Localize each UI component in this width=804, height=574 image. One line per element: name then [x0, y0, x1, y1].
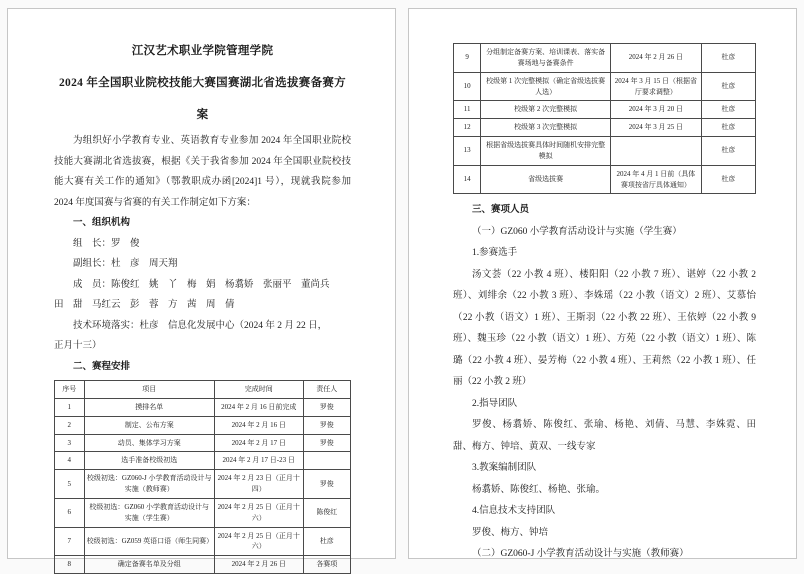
org-members-line-1: 成 员：陈俊红 姚 丫 梅 娟 杨翥娇 张丽平 董尚兵: [73, 279, 330, 290]
document-title-line-2: 2024 年全国职业院校技能大赛国赛湖北省选拔赛备赛方案: [59, 77, 346, 121]
item-1-heading: 1.参赛选手: [472, 248, 518, 259]
cell-task: 校级第 1 次完整模拟（确定省级选拔赛人选）: [481, 72, 611, 101]
cell-owner: 各赛项: [303, 556, 350, 574]
cell-no: 12: [454, 119, 481, 137]
header-cell-time: 完成时间: [214, 381, 303, 399]
page-1: [7, 8, 396, 569]
cell-no: 1: [55, 398, 85, 416]
cell-no: 5: [55, 470, 85, 499]
cell-owner: 杜彦: [701, 101, 755, 119]
table-row: [55, 452, 351, 470]
cell-no: 14: [454, 165, 481, 194]
cell-task: 分组制定备赛方案、培训课表、落实备赛场地与备赛条件: [481, 44, 611, 73]
table-row: [55, 398, 351, 416]
table-row: [454, 119, 756, 137]
cell-task: 省级选拔赛: [481, 165, 611, 194]
cell-owner: 杜彦: [701, 137, 755, 166]
cell-time: 2024 年 2 月 16 日: [214, 416, 303, 434]
org-deputy-line: 副组长：杜 彦 周天翔: [73, 259, 178, 269]
cell-task: 动员、集体学习方案: [84, 434, 214, 452]
cell-task: 校级初选：GZ059 英语口语（师生同赛）: [84, 527, 214, 556]
cell-no: 13: [454, 137, 481, 166]
section-2-heading: 二、赛程安排: [73, 361, 131, 372]
cell-no: 4: [55, 452, 85, 470]
table-row: [55, 527, 351, 556]
cell-time: 2024 年 2 月 26 日: [214, 556, 303, 574]
schedule-table-page-1: [54, 380, 351, 574]
cell-time: 2024 年 3 月 15 日（根据省厅要求调整）: [611, 72, 702, 101]
intro-paragraph: 为组织好小学教育专业、英语教育专业参加 2024 年全国职业院校技能大赛湖北省选拔赛，根据《关于我省参加 2024 年全国职业院校技能大赛有关工作的通知》（鄂教职成办函[2024]1 号），现就我院参加 2024 年度国赛与省赛的有关工作制定如下方案：: [54, 136, 351, 208]
cell-time: 2024 年 3 月 20 日: [611, 101, 702, 119]
section-1-heading: 一、组织机构: [73, 218, 131, 228]
subsection-2-heading: （二）GZ060-J 小学教育活动设计与实施（教师赛）: [472, 549, 689, 560]
page-2: [408, 8, 797, 559]
cell-no: 7: [55, 527, 85, 556]
cell-no: 11: [454, 101, 481, 119]
cell-owner: 杜彦: [701, 165, 755, 194]
header-cell-owner: 责任人: [303, 381, 350, 399]
cell-time: 2024 年 4 月 1 日前（具体赛项按省厅具体通知）: [611, 165, 702, 194]
cell-owner: 杜彦: [701, 119, 755, 137]
cell-no: 3: [55, 434, 85, 452]
table-row: [55, 556, 351, 574]
cell-time: 2024 年 2 月 23 日（正月十四）: [214, 470, 303, 499]
subsection-1-heading: （一）GZ060 小学教育活动设计与实施（学生赛）: [472, 226, 682, 237]
cell-owner: 罗俊: [303, 416, 350, 434]
section-3-heading: 三、赛项人员: [472, 205, 530, 216]
cell-task: 校级初选：GZ060-J 小学教育活动设计与实施（教师赛）: [84, 470, 214, 499]
cell-time: 2024 年 2 月 25 日（正月十六）: [214, 527, 303, 556]
table-row: [454, 72, 756, 101]
cell-task: 校级第 2 次完整模拟: [481, 101, 611, 119]
item-4-heading: 4.信息技术支持团队: [472, 506, 556, 517]
cell-owner: 杜彦: [303, 527, 350, 556]
cell-owner: 罗俊: [303, 398, 350, 416]
header-cell-task: 项目: [84, 381, 214, 399]
cell-time: [611, 137, 702, 166]
cell-time: 2024 年 3 月 25 日: [611, 119, 702, 137]
cell-no: 8: [55, 556, 85, 574]
schedule-table-page-2: [453, 43, 756, 194]
cell-time: 2024 年 2 月 17 日-23 日: [214, 452, 303, 470]
cell-task: 选手准备校级初选: [84, 452, 214, 470]
it-team-paragraph: 罗俊、梅方、钟培: [472, 527, 549, 538]
cell-time: 2024 年 2 月 26 日: [611, 44, 702, 73]
cell-task: 校级初选：GZ060 小学教育活动设计与实施（学生赛）: [84, 498, 214, 527]
cell-task: 确定备赛名单及分组: [84, 556, 214, 574]
table-row: [55, 498, 351, 527]
cell-time: 2024 年 2 月 16 日前完成: [214, 398, 303, 416]
cell-no: 6: [55, 498, 85, 527]
cell-task: 根据省级选拔赛具体时间随机安排完整模拟: [481, 137, 611, 166]
coach-team-paragraph: 罗俊、杨翥娇、陈俊红、张瑜、杨艳、刘倩、马慧、李姝霓、田甜、梅方、钟培、黄双、一线专家: [453, 420, 756, 452]
cell-no: 2: [55, 416, 85, 434]
cell-task: 摸排名单: [84, 398, 214, 416]
table-header-row: [55, 381, 351, 399]
cell-owner: 罗俊: [303, 434, 350, 452]
cell-owner: 陈俊红: [303, 498, 350, 527]
cell-task: 校级第 3 次完整模拟: [481, 119, 611, 137]
cell-time: 2024 年 2 月 17 日: [214, 434, 303, 452]
document-title-line-1: 江汉艺术职业学院管理学院: [131, 45, 274, 57]
table-row: [55, 416, 351, 434]
cell-owner: 杜彦: [701, 72, 755, 101]
cell-owner: 杜彦: [701, 44, 755, 73]
cell-no: 9: [454, 44, 481, 73]
header-cell-no: 序号: [55, 381, 85, 399]
lesson-team-paragraph: 杨翥娇、陈俊红、杨艳、张瑜。: [472, 484, 606, 495]
org-members-line-2: 田 甜 马红云 彭 蓉 方 茜 周 倩: [54, 300, 235, 310]
table-row: [454, 101, 756, 119]
table-row: [454, 137, 756, 166]
cell-time: 2024 年 2 月 25 日（正月十六）: [214, 498, 303, 527]
cell-owner: [303, 452, 350, 470]
table-row: [454, 165, 756, 194]
table-row: [55, 434, 351, 452]
contestants-paragraph: 汤文荟（22 小教 4 班）、楼阳阳（22 小教 7 班）、谌婷（22 小教 2 班）、刘绯余（22 小教 3 班）、李姝瑶（22 小教（语文）2 班）、艾慕怡（22 小教（语文）1 班）、王斯羽（22 小教 22 班）、王依婷（22 小教 9 班）、魏玉珍（22 小教（语文）1 班）、方苑（22 小教（语文）1 班）、陈璐（22 小教 4 班）、晏芳梅（22 小教 4 班）、王莉然（22 小教 1 班）、任丽（22 小教 2 班）: [453, 269, 756, 388]
table-row: [454, 44, 756, 73]
table-row: [55, 470, 351, 499]
item-2-heading: 2.指导团队: [472, 398, 518, 409]
cell-no: 10: [454, 72, 481, 101]
org-leader-line: 组 长：罗 俊: [73, 238, 140, 249]
cell-task: 制定、公布方案: [84, 416, 214, 434]
org-tech-line-2: 正月十三）: [54, 341, 102, 351]
item-3-heading: 3.教案编制团队: [472, 463, 537, 474]
org-tech-line-1: 技术环境落实：杜彦 信息化发展中心（2024 年 2 月 22 日，: [73, 320, 328, 331]
cell-owner: 罗俊: [303, 470, 350, 499]
